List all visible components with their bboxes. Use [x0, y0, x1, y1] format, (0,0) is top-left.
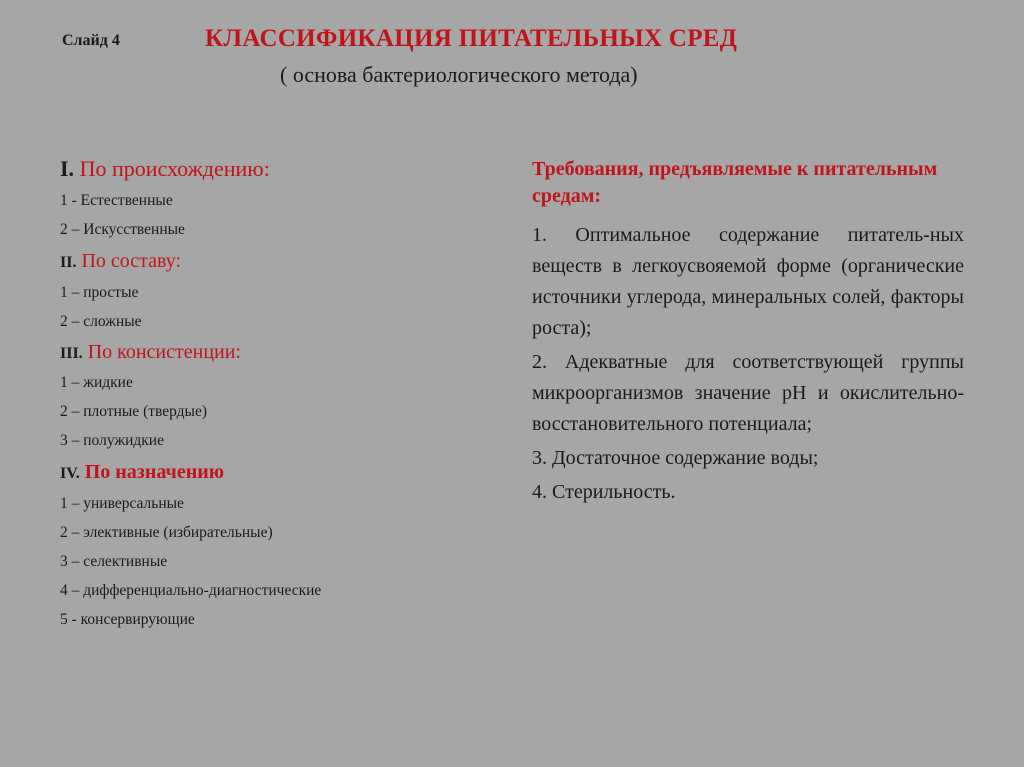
list-item: 3 – полужидкие — [60, 432, 164, 449]
list-item: 2 – плотные (твердые) — [60, 403, 207, 420]
list-item: 2 – элективные (избирательные) — [60, 524, 273, 541]
requirement-item: 2. Адекватные для соответствующей группы микроорганизмов значение рН и окислительно-восстановительного потенциала; — [532, 351, 964, 435]
section-heading-origin — [60, 152, 480, 186]
list-item: 2 – сложные — [60, 313, 142, 330]
section-heading-purpose — [60, 455, 480, 489]
section-heading-composition — [60, 244, 480, 278]
list-item: 2 – Искусственные — [60, 221, 185, 238]
list-item: 1 – жидкие — [60, 374, 133, 391]
section-title: По назначению — [84, 461, 225, 483]
section-title: По происхождению: — [79, 156, 270, 181]
section-number: II. — [60, 254, 77, 271]
requirement-item: 4. Стерильность. — [532, 481, 676, 503]
slide-title: КЛАССИФИКАЦИЯ ПИТАТЕЛЬНЫХ СРЕД — [205, 25, 738, 52]
list-item: 1 – простые — [60, 284, 139, 301]
list-item: 5 - консервирующие — [60, 611, 195, 628]
list-item: 4 – дифференциально-диагностические — [60, 582, 322, 599]
requirements-block — [532, 156, 964, 511]
list-item: 3 – селективные — [60, 553, 168, 570]
slide-label: Слайд 4 — [62, 32, 120, 49]
section-number: IV. — [60, 465, 80, 482]
requirement-item: 3. Достаточное содержание воды; — [532, 447, 819, 469]
list-item: 1 – универсальные — [60, 495, 184, 512]
section-number: I. — [60, 156, 75, 181]
requirement-item: 1. Оптимальное содержание питатель-ных веществ в легкоусвояемой форме (органические источники углерода, минеральных солей, факторы роста); — [532, 224, 964, 339]
section-title: По составу: — [81, 250, 182, 272]
section-title: По консистенции: — [87, 341, 241, 363]
slide-subtitle: ( основа бактериологического метода) — [280, 62, 638, 87]
section-number: III. — [60, 345, 83, 362]
requirements-heading: Требования, предъявляемые к питательным средам: — [532, 158, 938, 207]
section-heading-consistency — [60, 336, 480, 368]
list-item: 1 - Естественные — [60, 192, 173, 209]
classification-list — [60, 152, 480, 634]
